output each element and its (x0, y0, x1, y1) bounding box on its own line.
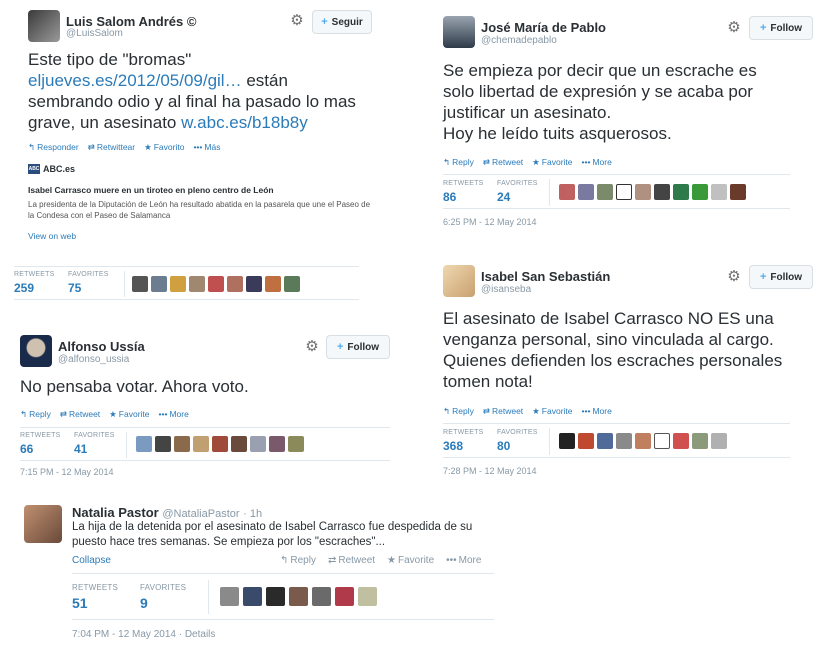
user-thumb[interactable] (597, 184, 613, 200)
favorite-action[interactable]: ★ Favorite (109, 409, 150, 419)
more-icon: ••• (158, 409, 168, 419)
follow-label: Seguir (331, 16, 363, 28)
retweet-action[interactable]: ⇄ Retweet (59, 409, 101, 419)
follow-icon: + (759, 271, 767, 283)
view-on-web-link[interactable]: View on web (28, 231, 77, 241)
favorites-label: FAVORITES (497, 180, 538, 187)
user-thumb[interactable] (155, 436, 171, 452)
follow-label: Follow (770, 271, 803, 283)
card-title[interactable]: Isabel Carrasco muere en un tiroteo en pleno centro de León (28, 185, 274, 195)
follow-label: Follow (347, 341, 380, 353)
user-thumb[interactable] (246, 276, 262, 292)
card-description: La presidenta de la Diputación de León ha resultado abatida en la pasarela que une el Paseo de la Condesa con el Paseo de Salamanca (28, 200, 371, 220)
user-thumb[interactable] (193, 436, 209, 452)
stats-divider (549, 428, 550, 455)
collapse-link[interactable]: Collapse (72, 555, 111, 566)
retweets-count[interactable]: 259 (14, 281, 35, 295)
user-thumb[interactable] (289, 587, 308, 606)
stats-divider (124, 271, 125, 297)
favorite-action[interactable]: ★ Favorite (532, 157, 573, 167)
follow-icon: + (336, 341, 344, 353)
favorites-count[interactable]: 41 (74, 442, 88, 456)
more-icon: ••• (581, 157, 591, 167)
tweet-jose-maria-de-pablo (443, 16, 813, 231)
reply-action[interactable]: ↰ Responder (28, 142, 79, 152)
tweet-timestamp[interactable]: 6:25 PM - 12 May 2014 (443, 217, 537, 227)
user-thumb[interactable] (358, 587, 377, 606)
user-thumb[interactable] (227, 276, 243, 292)
user-thumb[interactable] (265, 276, 281, 292)
author-handle[interactable]: @chemadepablo (481, 35, 557, 46)
retweet-icon: ⇄ (87, 142, 95, 152)
tweet-text-line: Hoy he leído tuits asquerosos. (443, 124, 672, 143)
tweet-text-line: venganza personal, sino vinculada al cargo. (443, 330, 774, 349)
author-handle[interactable]: @isanseba (481, 284, 532, 295)
user-thumb[interactable] (132, 276, 148, 292)
favorite-action[interactable]: ★ Favorite (387, 555, 435, 566)
gear-icon[interactable]: ⚙ (727, 19, 741, 36)
author-name[interactable]: Alfonso Ussía (58, 339, 145, 354)
tweet-link[interactable]: eljueves.es/2012/05/09/gil… (28, 71, 242, 90)
stats-divider (126, 432, 127, 458)
tweet-timestamp[interactable]: 7:15 PM - 12 May 2014 (20, 467, 114, 477)
reply-icon: ↰ (28, 142, 36, 152)
user-thumb[interactable] (231, 436, 247, 452)
tweet-timestamp[interactable]: 7:04 PM - 12 May 2014 · Details (72, 629, 216, 640)
favorites-label: FAVORITES (68, 271, 109, 278)
reply-action[interactable]: ↰ Reply (20, 409, 51, 419)
tweet-alfonso-ussia (20, 335, 390, 475)
reply-icon: ↰ (280, 555, 289, 566)
follow-button[interactable] (312, 10, 372, 34)
user-thumb[interactable] (673, 433, 689, 449)
user-thumb[interactable] (692, 433, 708, 449)
abc-logo: ABC (28, 166, 40, 172)
user-thumb[interactable] (578, 433, 594, 449)
retweet-action[interactable]: ⇄ Retweet (482, 157, 524, 167)
tweet-text-line: justificar un asesinato. (443, 103, 612, 122)
user-thumb[interactable] (208, 276, 224, 292)
more-action[interactable]: ••• More (581, 406, 612, 416)
stats-divider (549, 179, 550, 206)
more-action[interactable]: ••• More (446, 555, 482, 566)
retweets-label: RETWEETS (443, 429, 484, 436)
tweet-stats (443, 423, 790, 458)
more-action[interactable]: ••• Más (193, 142, 221, 152)
author-handle[interactable]: @LuisSalom (66, 28, 123, 39)
user-thumb[interactable] (654, 433, 670, 449)
retweet-action[interactable]: ⇄ Retweet (327, 555, 376, 566)
user-thumb[interactable] (692, 184, 708, 200)
tweet-stats (14, 266, 359, 300)
tweet-actions (280, 555, 481, 566)
tweet-text-line: tomen nota! (443, 372, 533, 391)
faces-row (559, 184, 746, 200)
favorites-count[interactable]: 80 (497, 439, 511, 453)
tweet-actions (443, 157, 612, 168)
gear-icon[interactable]: ⚙ (727, 268, 741, 285)
tweet-text-line: El asesinato de Isabel Carrasco NO ES una (443, 309, 774, 328)
user-thumb[interactable] (559, 184, 575, 200)
tweet-actions (443, 406, 612, 417)
favorites-count[interactable]: 9 (140, 595, 148, 611)
star-icon: ★ (532, 157, 540, 167)
star-icon: ★ (144, 142, 152, 152)
user-thumb[interactable] (730, 184, 746, 200)
star-icon: ★ (387, 555, 397, 566)
user-thumb[interactable] (174, 436, 190, 452)
stats-divider (208, 580, 209, 614)
tweet-stats (20, 427, 390, 461)
author-handle[interactable]: @NataliaPastor (162, 508, 240, 520)
more-icon: ••• (446, 555, 457, 566)
retweets-count[interactable]: 51 (72, 595, 88, 611)
tweet-timestamp[interactable]: 7:28 PM - 12 May 2014 (443, 466, 537, 476)
tweet-stats (72, 573, 494, 620)
tweet-text-line: No pensaba votar. Ahora voto. (20, 377, 249, 396)
follow-icon: + (759, 22, 767, 34)
user-thumb[interactable] (616, 184, 632, 200)
user-thumb[interactable] (635, 433, 651, 449)
user-thumb[interactable] (151, 276, 167, 292)
retweets-count[interactable]: 86 (443, 190, 457, 204)
tweet-text-line: solo libertad de expresión y se acaba por (443, 82, 753, 101)
tweet-isabel-san-sebastian (443, 265, 813, 480)
user-thumb[interactable] (559, 433, 575, 449)
more-action[interactable]: ••• More (158, 409, 189, 419)
favorites-count[interactable]: 24 (497, 190, 511, 204)
user-thumb[interactable] (189, 276, 205, 292)
retweet-action[interactable]: ⇄ Retweet (482, 406, 524, 416)
user-thumb[interactable] (711, 184, 727, 200)
author-name[interactable]: Luis Salom Andrés © (66, 14, 197, 29)
user-thumb[interactable] (578, 184, 594, 200)
avatar[interactable] (24, 505, 62, 543)
retweet-icon: ⇄ (482, 157, 490, 167)
faces-row (136, 436, 304, 452)
user-thumb[interactable] (136, 436, 152, 452)
favorites-label: FAVORITES (74, 432, 115, 439)
favorites-label: FAVORITES (140, 583, 187, 592)
user-thumb[interactable] (269, 436, 285, 452)
faces-row (132, 276, 300, 292)
user-thumb[interactable] (250, 436, 266, 452)
tweet-text-line: Quienes defienden los escraches personales (443, 351, 783, 370)
tweet-text-line: Se empieza por decir que un escrache es (443, 61, 757, 80)
user-thumb[interactable] (170, 276, 186, 292)
retweet-action[interactable]: ⇄ Retwittear (87, 142, 136, 152)
reply-action[interactable]: ↰ Reply (443, 406, 474, 416)
user-thumb[interactable] (597, 433, 613, 449)
tweet-age[interactable]: · 1h (243, 508, 263, 520)
user-thumb[interactable] (212, 436, 228, 452)
tweet-text-line: grave, un asesinato w.abc.es/b18b8y (28, 113, 308, 132)
user-thumb[interactable] (312, 587, 331, 606)
favorites-count[interactable]: 75 (68, 281, 82, 295)
tweet-link[interactable]: w.abc.es/b18b8y (181, 113, 308, 132)
author-name[interactable]: Natalia Pastor @NataliaPastor · 1h (72, 505, 263, 520)
follow-icon: + (321, 16, 328, 28)
reply-icon: ↰ (443, 157, 451, 167)
tweet-text-line: Este tipo de "bromas" (28, 50, 192, 69)
gear-icon[interactable]: ⚙ (305, 338, 319, 355)
retweet-icon: ⇄ (59, 409, 67, 419)
user-thumb[interactable] (711, 433, 727, 449)
retweet-icon: ⇄ (327, 555, 337, 566)
avatar[interactable] (28, 10, 60, 42)
retweets-count[interactable]: 66 (20, 442, 34, 456)
retweets-label: RETWEETS (443, 180, 484, 187)
gear-icon[interactable]: ⚙ (290, 12, 304, 29)
user-thumb[interactable] (335, 587, 354, 606)
avatar[interactable] (443, 16, 475, 48)
user-thumb[interactable] (266, 587, 285, 606)
follow-button[interactable] (326, 335, 390, 359)
tweet-text-line: eljueves.es/2012/05/09/gil… están (28, 71, 288, 90)
faces-row (220, 587, 377, 606)
user-thumb[interactable] (635, 184, 651, 200)
favorite-action[interactable]: ★ Favorito (144, 142, 185, 152)
user-thumb[interactable] (243, 587, 262, 606)
tweet-text-line: sembrando odio y al final ha pasado lo mas (28, 92, 356, 111)
card-source[interactable]: ABC ABC.es (28, 164, 76, 174)
retweets-label: RETWEETS (20, 432, 61, 439)
user-thumb[interactable] (284, 276, 300, 292)
tweet-actions (20, 409, 189, 420)
reply-action[interactable]: ↰ Reply (280, 555, 316, 566)
more-action[interactable]: ••• More (581, 157, 612, 167)
follow-button[interactable] (749, 265, 813, 289)
more-icon: ••• (581, 406, 591, 416)
avatar[interactable] (20, 335, 52, 367)
reply-icon: ↰ (20, 409, 28, 419)
favorite-action[interactable]: ★ Favorite (532, 406, 573, 416)
tweet-luis-salom (28, 10, 373, 300)
retweets-count[interactable]: 368 (443, 439, 464, 453)
author-handle[interactable]: @alfonso_ussia (58, 354, 130, 365)
reply-action[interactable]: ↰ Reply (443, 157, 474, 167)
tweet-natalia-pastor (24, 505, 499, 645)
user-thumb[interactable] (220, 587, 239, 606)
follow-label: Follow (770, 22, 803, 34)
follow-button[interactable] (749, 16, 813, 40)
retweets-label: RETWEETS (72, 583, 119, 592)
author-name[interactable]: Isabel San Sebastián (481, 269, 611, 284)
tweet-actions (28, 142, 220, 153)
retweet-icon: ⇄ (482, 406, 490, 416)
more-icon: ••• (193, 142, 203, 152)
retweets-label: RETWEETS (14, 271, 55, 278)
favorites-label: FAVORITES (497, 429, 538, 436)
user-thumb[interactable] (673, 184, 689, 200)
user-thumb[interactable] (288, 436, 304, 452)
tweet-text-line: puesto hace tres semanas. Se empieza por los "escraches"... (72, 536, 386, 548)
tweet-stats (443, 174, 790, 209)
tweet-text-line: La hija de la detenida por el asesinato de Isabel Carrasco fue despedida de su (72, 521, 473, 533)
star-icon: ★ (109, 409, 117, 419)
star-icon: ★ (532, 406, 540, 416)
user-thumb[interactable] (654, 184, 670, 200)
user-thumb[interactable] (616, 433, 632, 449)
reply-icon: ↰ (443, 406, 451, 416)
faces-row (559, 433, 727, 449)
author-name[interactable]: José María de Pablo (481, 20, 606, 35)
avatar[interactable] (443, 265, 475, 297)
